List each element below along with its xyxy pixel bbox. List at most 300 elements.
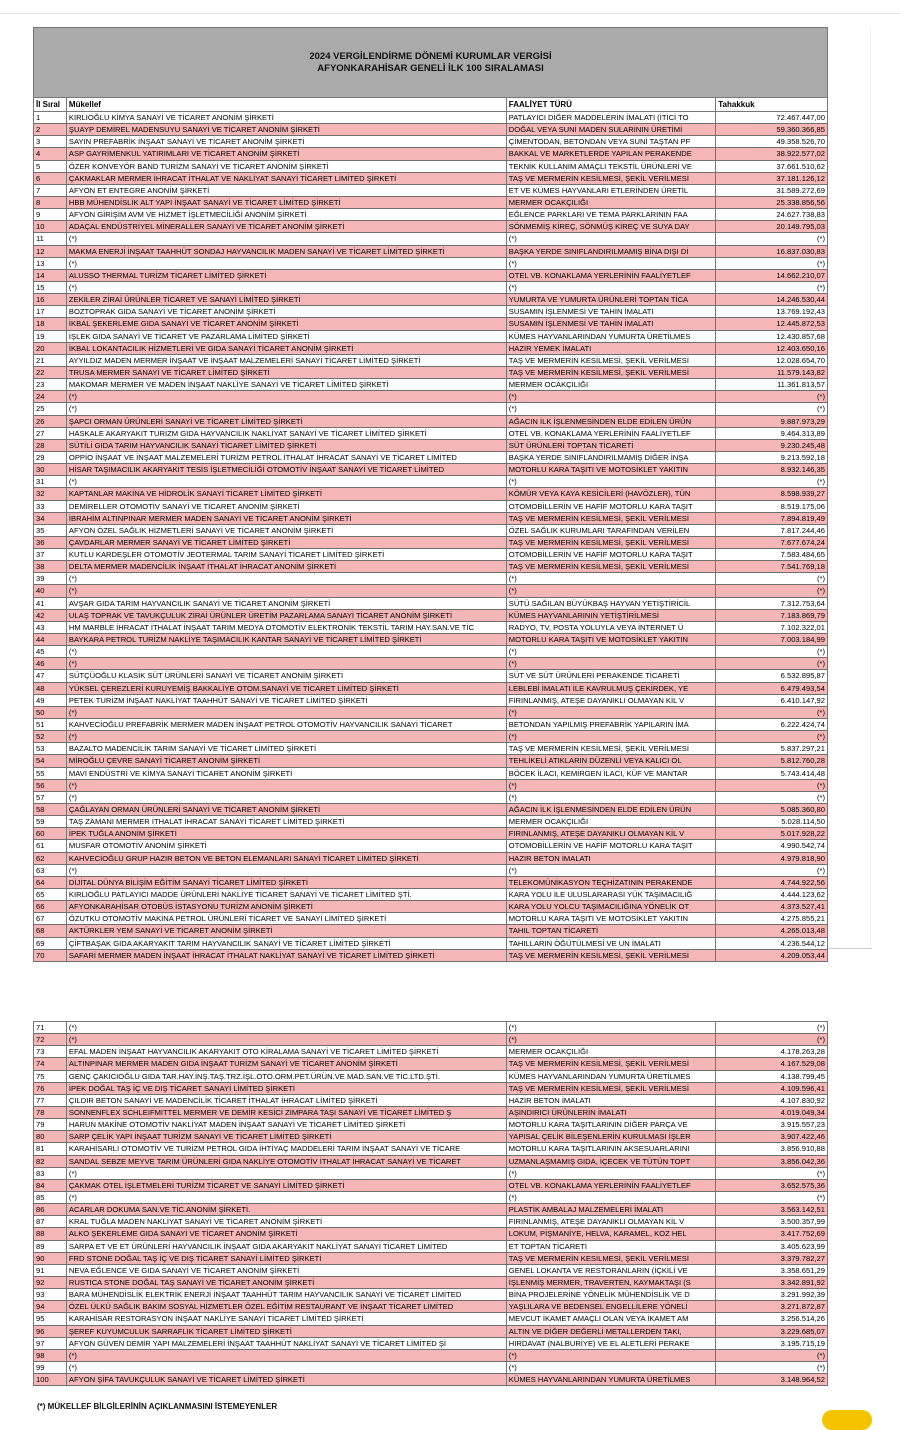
table-row <box>34 1362 827 1374</box>
cell-taxpayer: DEMİRELLER OTOMOTİV SANAYİ VE TİCARET ANONİM ŞİRKETİ <box>67 501 507 512</box>
ranking-table-page-2 <box>33 1021 828 1386</box>
cell-amount: 38.922.577,02 <box>776 149 825 159</box>
cell-rank: 76 <box>34 1083 67 1094</box>
cell-activity: TELEKOMÜNİKASYON TEÇHİZATININ PERAKENDE <box>507 877 716 888</box>
header-activity: FAALİYET TÜRÜ <box>507 98 716 111</box>
header-amount: Tahakkuk <box>718 100 755 109</box>
page-break-line <box>828 948 872 949</box>
table-row <box>34 1119 827 1131</box>
cell-taxpayer: SÜTÇÜOĞLU KLASİK SÜT ÜRÜNLERİ SANAYİ VE TİCARET ANONİM ŞİRKETİ <box>67 670 507 681</box>
cell-activity: ÇİMENTODAN, BETONDAN VEYA SUNİ TAŞTAN PF <box>507 136 716 147</box>
cell-activity: YAŞLILARA VE BEDENSEL ENGELLİLERE YÖNELİ <box>507 1301 716 1312</box>
cell-activity: HAZIR BETON İMALATI <box>507 1095 716 1106</box>
cell-rank: 12 <box>34 246 67 257</box>
cell-activity: SÜT ÜRÜNLERİ TOPTAN TİCARETİ <box>507 440 716 451</box>
cell-amount: 5.837.297,21 <box>780 744 825 754</box>
cell-activity: KARA YOLU YOLCU TAŞIMACILIĞINA YÖNELİK OT <box>507 901 716 912</box>
cell-rank: 28 <box>34 440 67 451</box>
table-row <box>34 913 827 925</box>
cell-amount: 3.342.891,92 <box>780 1277 825 1287</box>
cell-activity: MOTORLU KARA TAŞITI VE MOTOSİKLET YAKITIN <box>507 913 716 924</box>
cell-taxpayer: SARPA ET VE ET ÜRÜNLERİ HAYVANCILIK İNŞAAT GIDA AKARYAKIT NAKLİYAT SANAYİ TİCARET LİMİTED <box>67 1241 507 1252</box>
table-row <box>34 1022 827 1034</box>
cell-activity: (*) <box>507 476 716 487</box>
cell-amount: 4.275.855,21 <box>780 914 825 924</box>
cell-taxpayer: (*) <box>67 731 507 742</box>
cell-activity: MEVCUT İKAMET AMAÇLI OLAN VEYA İKAMET AM <box>507 1313 716 1324</box>
cell-taxpayer: BAZALTO MADENCİLİK TARIM SANAYİ VE TİCARET LİMİTED ŞİRKETİ <box>67 743 507 754</box>
cell-amount: 5.085.360,80 <box>780 805 825 815</box>
cell-activity: KARA YOLU İLE ULUSLARARASI YÜK TAŞIMACILIĞ <box>507 889 716 900</box>
cell-rank: 48 <box>34 683 67 694</box>
table-row <box>34 755 827 767</box>
table-row <box>34 683 827 695</box>
cell-activity: (*) <box>507 792 716 803</box>
table-row <box>34 1216 827 1228</box>
table-row <box>34 416 827 428</box>
cell-activity: (*) <box>507 1192 716 1203</box>
cell-amount: 7.183.869,79 <box>780 610 825 620</box>
cell-activity: BAŞKA YERDE SINIFLANDIRILMAMIŞ DİĞER İNŞA <box>507 452 716 463</box>
cell-amount: (*) <box>816 1035 825 1045</box>
table-row <box>34 1313 827 1325</box>
cell-taxpayer: BOZTOPRAK GIDA SANAYİ VE TİCARET ANONİM ŞİRKETİ <box>67 306 507 317</box>
cell-activity: TAŞ VE MERMERİN KESİLMESİ, ŞEKİL VERİLMESİ <box>507 367 716 378</box>
cell-activity: BAŞKA YERDE SINIFLANDIRILMAMIŞ BİNA DIŞI Dİ <box>507 246 716 257</box>
cell-rank: 39 <box>34 573 67 584</box>
table-row <box>34 306 827 318</box>
table-row <box>34 768 827 780</box>
cell-activity: (*) <box>507 731 716 742</box>
cell-rank: 1 <box>34 112 67 123</box>
table-row <box>34 124 827 136</box>
table-row <box>34 840 827 852</box>
cell-amount: 4.979.818,90 <box>780 853 825 863</box>
table-row <box>34 379 827 391</box>
table-row <box>34 537 827 549</box>
cell-taxpayer: (*) <box>67 865 507 876</box>
table-body-2 <box>33 1021 828 1386</box>
cell-amount: 4.209.053,44 <box>780 950 825 960</box>
cell-rank: 56 <box>34 780 67 791</box>
table-row <box>34 925 827 937</box>
cell-rank: 73 <box>34 1046 67 1057</box>
cell-activity: (*) <box>507 658 716 669</box>
cell-taxpayer: GENÇ ÇAKICIOĞLU GIDA TAR.HAY.İNŞ.TAŞ.TRZ.İŞL.OTO.ORM.PET.ÜRÜN.VE MAD.SAN.VE TİC.LTD.ŞTİ. <box>67 1071 507 1082</box>
cell-taxpayer: RUSTICA STONE DOĞAL TAŞ SANAYİ VE TİCARET ANONİM ŞİRKETİ <box>67 1277 507 1288</box>
cell-rank: 99 <box>34 1362 67 1373</box>
cell-activity: TAŞ VE MERMERİN KESİLMESİ, ŞEKİL VERİLMESİ <box>507 173 716 184</box>
cell-activity: OTEL VB. KONAKLAMA YERLERİNİN FAALİYETLEF <box>507 1180 716 1191</box>
cell-amount: 3.379.782,27 <box>780 1253 825 1263</box>
table-row <box>34 901 827 913</box>
cell-taxpayer: MAVİ ENDÜSTRİ VE KİMYA SANAYİ TİCARET ANONİM ŞİRKETİ <box>67 768 507 779</box>
cell-activity: (*) <box>507 780 716 791</box>
cell-activity: KÜMES HAYVANLARININ YETİŞTİRİLMESİ <box>507 610 716 621</box>
cell-amount: (*) <box>816 707 825 717</box>
cell-taxpayer: İKBAL ŞEKERLEME GIDA SANAYİ VE TİCARET ANONİM ŞİRKETİ <box>67 318 507 329</box>
cell-taxpayer: (*) <box>67 646 507 657</box>
cell-amount: (*) <box>816 1350 825 1360</box>
cell-activity: SÜTÜ SAĞILAN BÜYÜKBAŞ HAYVAN YETİŞTİRİCİL <box>507 598 716 609</box>
cell-taxpayer: (*) <box>67 233 507 244</box>
cell-taxpayer: MAKOMAR MERMER VE MADEN İNŞAAT NAKLİYE SANAYİ VE TİCARET LİMİTED ŞİRKETİ <box>67 379 507 390</box>
cell-taxpayer: NEVA EĞLENCE VE GIDA SANAYİ VE TİCARET ANONİM ŞİRKETİ <box>67 1265 507 1276</box>
cell-rank: 83 <box>34 1168 67 1179</box>
cell-taxpayer: İPEK DOĞAL TAŞ İÇ VE DIŞ TİCARET SANAYİ LİMİTED ŞİRKETİ <box>67 1083 507 1094</box>
cell-amount: (*) <box>816 792 825 802</box>
cell-amount: 3.915.557,23 <box>780 1120 825 1130</box>
table-row <box>34 1046 827 1058</box>
cell-rank: 14 <box>34 270 67 281</box>
cell-activity: PLASTİK AMBALAJ MALZEMELERİ İMALATI <box>507 1204 716 1215</box>
cell-taxpayer: (*) <box>67 792 507 803</box>
cell-amount: 7.003.184,99 <box>780 635 825 645</box>
cell-rank: 51 <box>34 719 67 730</box>
cell-amount: 11.361.813,57 <box>776 380 825 390</box>
cell-amount: 7.312.753,64 <box>780 598 825 608</box>
cell-rank: 37 <box>34 549 67 560</box>
cell-taxpayer: ÇAKMAK OTEL İŞLETMELERİ TURİZM TİCARET VE SANAYİ LİMİTED ŞİRKETİ <box>67 1180 507 1191</box>
cell-taxpayer: İPEK TUĞLA ANONİM ŞİRKETİ <box>67 828 507 839</box>
cell-rank: 95 <box>34 1313 67 1324</box>
cell-rank: 54 <box>34 755 67 766</box>
cell-activity: ET TOPTAN TİCARETİ <box>507 1241 716 1252</box>
cell-activity: İŞLENMİŞ MERMER, TRAVERTEN, KAYMAKTAŞI (S <box>507 1277 716 1288</box>
cell-activity: (*) <box>507 585 716 596</box>
cell-taxpayer: KIRLIOĞLU PATLAYICI MADDE ÜRÜNLERİ NAKLİYE TİCARET SANAYİ VE TİCARET LİMİTED ŞTİ. <box>67 889 507 900</box>
cell-taxpayer: KAHVECİOĞLU GRUP HAZIR BETON VE BETON ELEMANLARI SANAYİ TİCARET LİMİTED ŞİRKETİ <box>67 853 507 864</box>
table-header <box>33 98 828 112</box>
cell-taxpayer: AFYON ÖZEL SAĞLIK HİZMETLERİ SANAYİ VE TİCARET ANONİM ŞİRKETİ <box>67 525 507 536</box>
cell-taxpayer: SARP ÇELİK YAPI İNŞAAT TURİZM SANAYİ VE TİCARET LİMİTED ŞİRKETİ <box>67 1131 507 1142</box>
cell-rank: 89 <box>34 1241 67 1252</box>
cell-rank: 36 <box>34 537 67 548</box>
cell-activity: TEKNİK KULLANIM AMAÇLI TEKSTİL ÜRÜNLERİ VE <box>507 161 716 172</box>
cell-amount: 31.589.272,69 <box>776 185 825 195</box>
cell-rank: 13 <box>34 258 67 269</box>
cell-amount: 3.256.514,26 <box>780 1314 825 1324</box>
cell-amount: 14.662.210,07 <box>776 270 825 280</box>
cell-amount: 3.856.910,88 <box>780 1144 825 1154</box>
cell-rank: 79 <box>34 1119 67 1130</box>
table-row <box>34 161 827 173</box>
cell-amount: 4.990.542,74 <box>780 841 825 851</box>
title-line-2: AFYONKARAHİSAR GENELİ İLK 100 SIRALAMASI <box>317 62 544 74</box>
cell-taxpayer: ALUSSO THERMAL TURİZM TİCARET LİMİTED ŞİRKETİ <box>67 270 507 281</box>
cell-activity: BİNA PROJELERİNE YÖNELİK MÜHENDİSLİK VE D <box>507 1289 716 1300</box>
table-row <box>34 622 827 634</box>
cell-activity: LOKUM, PİŞMANİYE, HELVA, KARAMEL, KOZ HEL <box>507 1228 716 1239</box>
cell-rank: 41 <box>34 598 67 609</box>
table-title <box>33 27 828 98</box>
table-row <box>34 221 827 233</box>
cell-taxpayer: OPPİO İNŞAAT VE İNŞAAT MALZEMELERİ TURİZM PETROL İTHALAT İHRACAT SANAYİ VE TİCARET LİMİTED <box>67 452 507 463</box>
table-row <box>34 246 827 258</box>
cell-activity: (*) <box>507 1034 716 1045</box>
cell-rank: 46 <box>34 658 67 669</box>
cell-amount: 37.181.126,12 <box>776 173 825 183</box>
cell-amount: 14.246.530,44 <box>776 295 825 305</box>
cell-rank: 61 <box>34 840 67 851</box>
table-row <box>34 828 827 840</box>
cell-taxpayer: ÇAVDARLAR MERMER SANAYİ VE TİCARET LİMİTED ŞİRKETİ <box>67 537 507 548</box>
cell-taxpayer: ÖZEL ÜLKÜ SAĞLIK BAKIM SOSYAL HİZMETLER ÖZEL EĞİTİM RESTAURANT VE İNŞAAT TİCARET LİMİTED <box>67 1301 507 1312</box>
cell-activity: AĞACIN İLK İŞLENMESİNDEN ELDE EDİLEN ÜRÜN <box>507 804 716 815</box>
cell-taxpayer: (*) <box>67 707 507 718</box>
cell-rank: 85 <box>34 1192 67 1203</box>
table-row <box>34 1058 827 1070</box>
cell-rank: 94 <box>34 1301 67 1312</box>
cell-amount: 6.532.895,87 <box>780 671 825 681</box>
cell-activity: TAŞ VE MERMERİN KESİLMESİ, ŞEKİL VERİLMESİ <box>507 743 716 754</box>
cell-taxpayer: (*) <box>67 585 507 596</box>
table-row <box>34 1143 827 1155</box>
cell-activity: (*) <box>507 1350 716 1361</box>
cell-amount: 12.028.654,70 <box>776 355 825 365</box>
cell-amount: (*) <box>816 1023 825 1032</box>
table-row <box>34 488 827 500</box>
cell-taxpayer: AFYON ŞİFA TAVUKÇULUK SANAYİ VE TİCARET LİMİTED ŞİRKETİ <box>67 1374 507 1385</box>
cell-activity: KÜMES HAYVANLARINDAN YUMURTA ÜRETİLMES <box>507 1071 716 1082</box>
table-row <box>34 938 827 950</box>
cell-taxpayer: AVŞAR GIDA TARIM HAYVANCILIK SANAYİ VE TİCARET ANONİM ŞİRKETİ <box>67 598 507 609</box>
cell-amount: 11.579.143,82 <box>776 367 825 377</box>
table-row <box>34 525 827 537</box>
cell-rank: 67 <box>34 913 67 924</box>
table-row <box>34 816 827 828</box>
cell-rank: 93 <box>34 1289 67 1300</box>
cell-activity: (*) <box>507 403 716 414</box>
cell-rank: 91 <box>34 1265 67 1276</box>
cell-rank: 97 <box>34 1338 67 1349</box>
table-row <box>34 877 827 889</box>
table-row <box>34 1326 827 1338</box>
cell-taxpayer: (*) <box>67 476 507 487</box>
table-row <box>34 318 827 330</box>
table-row <box>34 112 827 124</box>
table-row <box>34 355 827 367</box>
cell-rank: 58 <box>34 804 67 815</box>
cell-amount: 12.445.872,53 <box>776 319 825 329</box>
cell-activity: UZMANLAŞMAMIŞ GIDA, İÇECEK VE TÜTÜN TOPT <box>507 1156 716 1167</box>
table-row <box>34 889 827 901</box>
table-row <box>34 501 827 513</box>
title-line-1: 2024 VERGİLENDİRME DÖNEMİ KURUMLAR VERGİSİ <box>309 50 552 62</box>
cell-amount: (*) <box>816 865 825 875</box>
cell-activity: (*) <box>507 282 716 293</box>
cell-amount: 3.563.142,51 <box>780 1205 825 1215</box>
cell-amount: 49.358.526,70 <box>776 137 825 147</box>
table-row <box>34 513 827 525</box>
table-row <box>34 440 827 452</box>
cell-rank: 72 <box>34 1034 67 1045</box>
cell-rank: 49 <box>34 695 67 706</box>
cell-activity: EĞLENCE PARKLARI VE TEMA PARKLARININ FAA <box>507 209 716 220</box>
cell-amount: 6.410.147,92 <box>780 695 825 705</box>
cell-taxpayer: KAHVECİOĞLU PREFABRİK MERMER MADEN İNŞAAT PETROL OTOMOTİV HAYVANCILIK SANAYİ TİCARET <box>67 719 507 730</box>
table-row <box>34 561 827 573</box>
cell-rank: 8 <box>34 197 67 208</box>
cell-rank: 25 <box>34 403 67 414</box>
cell-taxpayer: AFYON GÜVEN DEMİR YAPI MALZEMELERİ İNŞAAT TAAHHÜT NAKLİYAT SANAYİ VE TİCARET LİMİTED Şİ <box>67 1338 507 1349</box>
cell-taxpayer: ADAÇAL ENDÜSTRİYEL MİNERALLER SANAYİ VE TİCARET ANONİM ŞİRKETİ <box>67 221 507 232</box>
table-row <box>34 1241 827 1253</box>
cell-activity: MOTORLU KARA TAŞITLARININ DİĞER PARÇA VE <box>507 1119 716 1130</box>
cell-rank: 24 <box>34 391 67 402</box>
cell-amount: (*) <box>816 1168 825 1178</box>
cell-taxpayer: SÜTİLİ GIDA TARIM HAYVANCILIK SANAYİ TİCARET LİMİTED ŞİRKETİ <box>67 440 507 451</box>
cell-amount: 3.271.872,87 <box>780 1302 825 1312</box>
table-row <box>34 428 827 440</box>
table-row <box>34 670 827 682</box>
cell-taxpayer: HASKALE AKARYAKIT TURİZM GIDA HAYVANCILIK NAKLİYAT SANAYİ VE TİCARET LİMİTED ŞİRKETİ <box>67 428 507 439</box>
cell-rank: 42 <box>34 610 67 621</box>
table-row <box>34 209 827 221</box>
cell-rank: 5 <box>34 161 67 172</box>
cell-amount: 5.743.414,48 <box>780 768 825 778</box>
cell-activity: (*) <box>507 1168 716 1179</box>
cell-taxpayer: ASP GAYRİMENKUL YATIRIMLARI VE TİCARET ANONİM ŞİRKETİ <box>67 148 507 159</box>
cell-rank: 98 <box>34 1350 67 1361</box>
cell-amount: (*) <box>816 659 825 669</box>
table-row <box>34 780 827 792</box>
cell-rank: 77 <box>34 1095 67 1106</box>
cell-amount: 7.894.819,49 <box>780 513 825 523</box>
table-row <box>34 1253 827 1265</box>
cell-rank: 45 <box>34 646 67 657</box>
cell-amount: 5.017.928,22 <box>780 829 825 839</box>
table-row <box>34 646 827 658</box>
cell-rank: 96 <box>34 1326 67 1337</box>
cell-rank: 86 <box>34 1204 67 1215</box>
cell-activity: TAHILLARIN ÖĞÜTÜLMESİ VE UN İMALATI <box>507 938 716 949</box>
cell-rank: 60 <box>34 828 67 839</box>
cell-rank: 32 <box>34 488 67 499</box>
cell-amount: 12.403.650,16 <box>776 343 825 353</box>
cell-amount: 3.358.651,29 <box>780 1265 825 1275</box>
table-row <box>34 1168 827 1180</box>
cell-activity: MOTORLU KARA TAŞITI VE MOTOSİKLET YAKITIN <box>507 464 716 475</box>
table-row <box>34 1095 827 1107</box>
cell-activity: AŞINDIRICI ÜRÜNLERİN İMALATI <box>507 1107 716 1118</box>
cell-amount: (*) <box>816 647 825 657</box>
cell-taxpayer: HBB MÜHENDİSLİK ALT YAPI İNŞAAT SANAYİ VE TİCARET LİMİTED ŞİRKETİ <box>67 197 507 208</box>
cell-amount: (*) <box>816 404 825 414</box>
cell-rank: 84 <box>34 1180 67 1191</box>
cell-taxpayer: (*) <box>67 282 507 293</box>
cell-amount: 4.265.013,48 <box>780 926 825 936</box>
cell-taxpayer: KARAHİSARLI OTOMOTİV VE TURİZM PETROL GIDA İHTİYAÇ MADDELERİ TARIM İNŞAAT SANAYİ VE TİCARE <box>67 1143 507 1154</box>
cell-taxpayer: ŞAPCI ORMAN ÜRÜNLERİ SANAYİ VE TİCARET LİMİTED ŞİRKETİ <box>67 416 507 427</box>
cell-rank: 23 <box>34 379 67 390</box>
cell-amount: 3.500.357,99 <box>780 1217 825 1227</box>
cell-activity: KÖMÜR VEYA KAYA KESİCİLERİ (HAVÖZLER), TÜN <box>507 488 716 499</box>
cell-rank: 70 <box>34 950 67 961</box>
table-row <box>34 1071 827 1083</box>
table-row <box>34 950 827 962</box>
table-row <box>34 1338 827 1350</box>
table-row <box>34 792 827 804</box>
cell-amount: 37.661.510,62 <box>776 161 825 171</box>
cell-activity: AĞACIN İLK İŞLENMESİNDEN ELDE EDİLEN ÜRÜN <box>507 416 716 427</box>
cell-amount: (*) <box>816 234 825 244</box>
cell-amount: 25.338.856,56 <box>776 197 825 207</box>
cell-amount: 4.109.596,41 <box>780 1083 825 1093</box>
cell-taxpayer: İŞLEK GIDA SANAYİ VE TİCARET VE PAZARLAMA LİMİTED ŞİRKETİ <box>67 331 507 342</box>
cell-taxpayer: AFYON GİRİŞİM AVM VE HİZMET İŞLETMECİLİĞİ ANONİM ŞİRKETİ <box>67 209 507 220</box>
cell-rank: 16 <box>34 294 67 305</box>
cell-amount: 3.907.422,46 <box>780 1132 825 1142</box>
cell-amount: 7.102.322,01 <box>780 622 825 632</box>
cell-activity: KÜMES HAYVANLARINDAN YUMURTA ÜRETİLMES <box>507 331 716 342</box>
cell-rank: 71 <box>34 1022 67 1033</box>
cell-activity: OTOMOBİLLERİN VE HAFİF MOTORLU KARA TAŞIT <box>507 549 716 560</box>
cell-taxpayer: FRD STONE DOĞAL TAŞ İÇ VE DIŞ TİCARET SANAYİ LİMİTED ŞİRKETİ <box>67 1253 507 1264</box>
cell-activity: (*) <box>507 646 716 657</box>
table-row <box>34 743 827 755</box>
cell-rank: 47 <box>34 670 67 681</box>
cell-taxpayer: AYYILDIZ MADEN MERMER İNŞAAT VE İNŞAAT MALZEMELERİ SANAYİ TİCARET LİMİTED ŞİRKETİ <box>67 355 507 366</box>
cell-activity: MERMER OCAKÇILIĞI <box>507 816 716 827</box>
table-body-1 <box>33 112 828 962</box>
cell-taxpayer: HİSAR TAŞIMACILIK AKARYAKIT TESİS İŞLETMECİLİĞİ OTOMOTİV İNŞAAT SANAYİ VE TİCARET LİMİTED <box>67 464 507 475</box>
cell-taxpayer: ZEKİLER ZİRAİ ÜRÜNLER TİCARET VE SANAYİ LİMİTED ŞİRKETİ <box>67 294 507 305</box>
cell-taxpayer: MUSFAR OTOMOTİV ANONİM ŞİRKETİ <box>67 840 507 851</box>
table-row <box>34 1301 827 1313</box>
cell-rank: 15 <box>34 282 67 293</box>
table-row <box>34 731 827 743</box>
cell-activity: TAŞ VE MERMERİN KESİLMESİ, ŞEKİL VERİLMESİ <box>507 355 716 366</box>
cell-taxpayer: ŞUAYP DEMİREL MADENSUYU SANAYİ VE TİCARET ANONİM ŞİRKETİ <box>67 124 507 135</box>
table-row <box>34 464 827 476</box>
cell-rank: 53 <box>34 743 67 754</box>
table-row <box>34 707 827 719</box>
cell-activity: MOTORLU KARA TAŞITI VE MOTOSİKLET YAKITIN <box>507 634 716 645</box>
cell-activity: ÖZEL SAĞLIK KURUMLARI TARAFINDAN VERİLEN <box>507 525 716 536</box>
table-row <box>34 573 827 585</box>
cell-activity: BETONDAN YAPILMIŞ PREFABRİK YAPILARIN İMA <box>507 719 716 730</box>
cell-amount: 3.229.685,07 <box>780 1326 825 1336</box>
table-row <box>34 1289 827 1301</box>
cell-rank: 2 <box>34 124 67 135</box>
cell-taxpayer: ACARLAR DOKUMA SAN.VE TİC.ANONİM ŞİRKETİ. <box>67 1204 507 1215</box>
footnote: (*) MÜKELLEF BİLGİLERİNİN AÇIKLANMASINI İSTEMEYENLER <box>37 1402 278 1411</box>
cell-rank: 66 <box>34 901 67 912</box>
cell-amount: 8.932.146,35 <box>780 465 825 475</box>
cell-taxpayer: (*) <box>67 573 507 584</box>
cell-activity: OTOMOBİLLERİN VE HAFİF MOTORLU KARA TAŞIT <box>507 840 716 851</box>
cell-taxpayer: ÖZUTKU OTOMOTİV MAKİNA PETROL ÜRÜNLERİ TİCARET VE SANAYİ LİMİTED ŞİRKETİ <box>67 913 507 924</box>
cell-amount: 5.028.114,50 <box>781 817 825 827</box>
cell-amount: 72.467.447,00 <box>776 113 825 122</box>
cell-rank: 33 <box>34 501 67 512</box>
cell-taxpayer: MAKMA ENERJİ İNŞAAT TAAHHÜT SONDAJ HAYVANCILIK MADEN SANAYİ VE TİCARET LİMİTED ŞİRKETİ <box>67 246 507 257</box>
cell-activity: (*) <box>507 865 716 876</box>
cell-taxpayer: AFYON ET ENTEGRE ANONİM ŞİRKETİ <box>67 185 507 196</box>
cell-taxpayer: AKTÜRKLER YEM SANAYİ VE TİCARET ANONİM ŞİRKETİ <box>67 925 507 936</box>
cell-taxpayer: ÇİFTBAŞAK GIDA AKARYAKIT TARIM HAYVANCILIK SANAYİ VE TİCARET LİMİTED ŞİRKETİ <box>67 938 507 949</box>
cell-activity: (*) <box>507 707 716 718</box>
table-row <box>34 1156 827 1168</box>
cell-amount: (*) <box>816 1362 825 1372</box>
header-rank: İl Sıral <box>34 98 67 111</box>
cell-rank: 9 <box>34 209 67 220</box>
cell-amount: 13.769.192,43 <box>776 307 825 317</box>
cell-activity: SUSAMIN İŞLENMESİ VE TAHİN İMALATI <box>507 306 716 317</box>
cell-amount: 3.148.964,52 <box>780 1375 825 1385</box>
cell-activity: TAŞ VE MERMERİN KESİLMESİ, ŞEKİL VERİLMESİ <box>507 1058 716 1069</box>
